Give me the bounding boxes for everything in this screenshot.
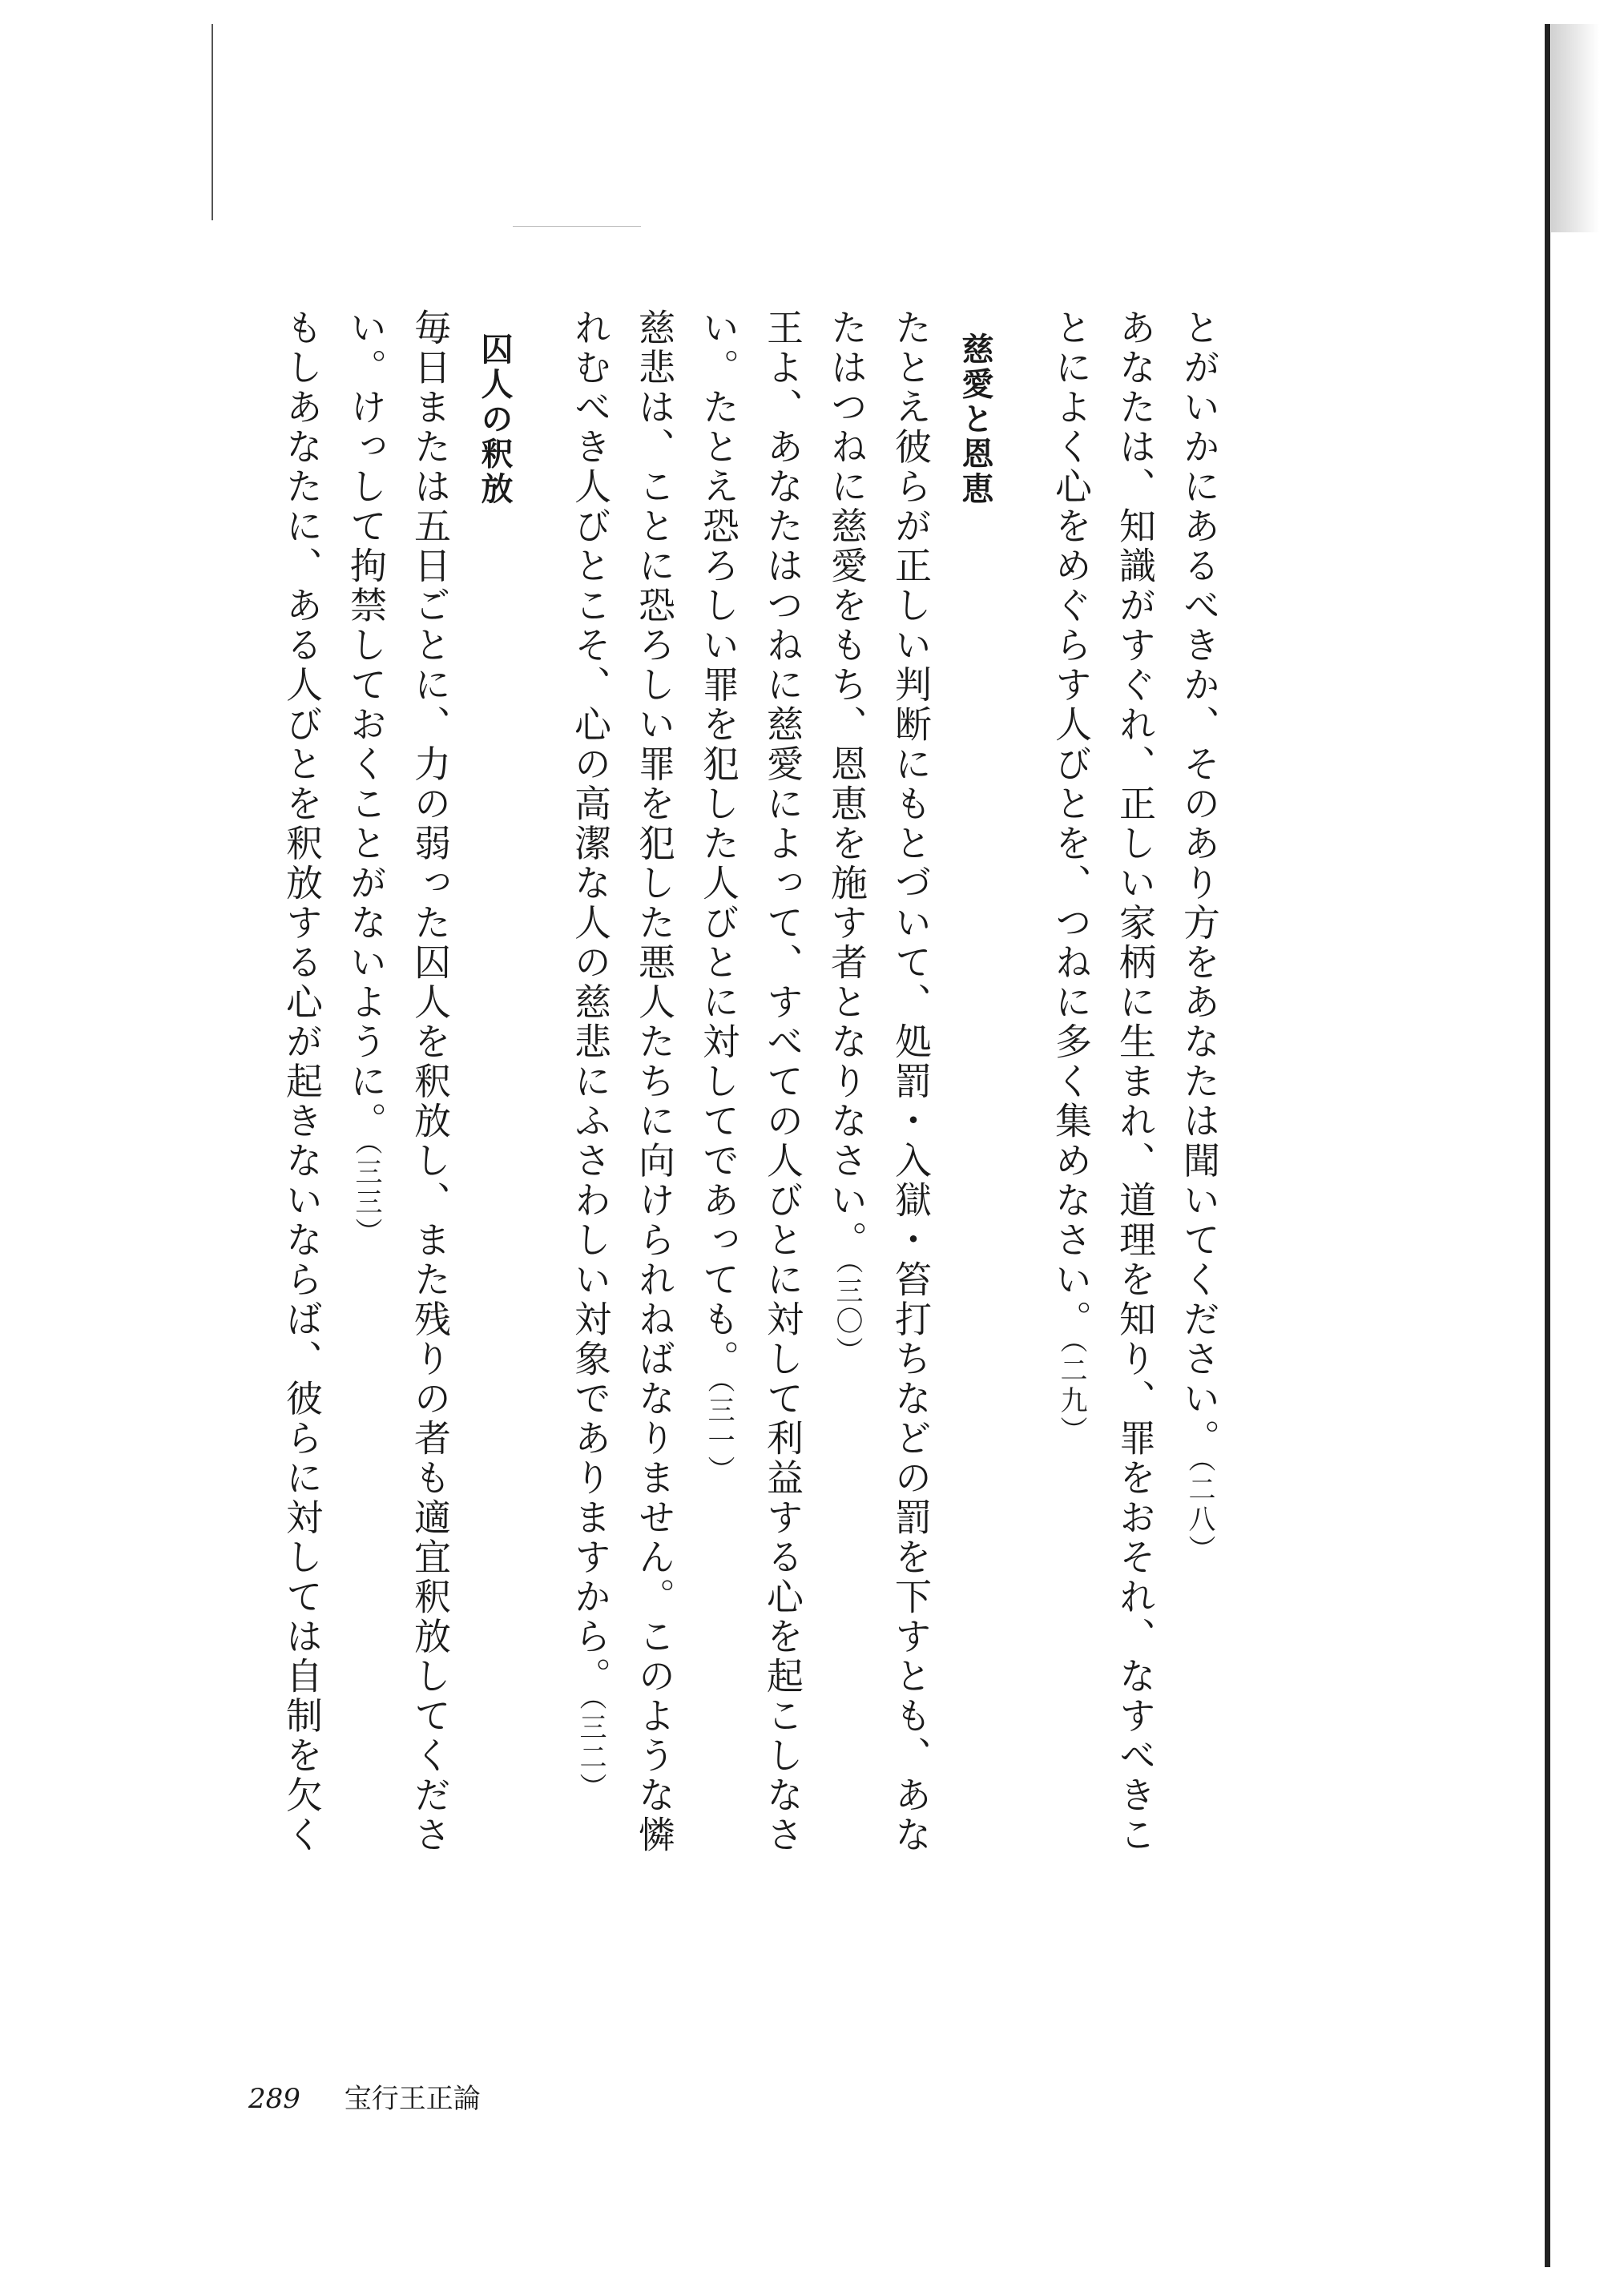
text-line: もしあなたに、ある人びとを釈放する心が起きないならば、彼らに対しては自制を欠く (280, 308, 324, 1855)
text-line: あなたは、知識がすぐれ、正しい家柄に生まれ、道理を知り、罪をおそれ、なすべきこ (1114, 308, 1157, 1855)
verse-number: （二九） (1055, 1339, 1087, 1446)
section-heading: 慈愛と恩恵 (957, 332, 993, 507)
text-line: 王よ、あなたはつねに慈愛によって、すべての人びとに対して利益する心を起こしなさ (761, 308, 804, 1855)
page-footer (248, 2076, 481, 2116)
text-line: 慈悲は、ことに恐ろしい罪を犯した悪人たちに向けられねばなりません。このような憐 (633, 308, 676, 1855)
book-spine-edge (1545, 24, 1550, 2267)
text-line: れむべき人びとこそ、心の高潔な人の慈悲にふさわしい対象でありますから。（三二） (569, 308, 612, 1803)
section-heading: 囚人の釈放 (476, 332, 513, 507)
text-line: い。けっして拘禁しておくことがないように。（三三） (345, 308, 388, 1248)
running-title: 宝行王正論 (344, 2083, 481, 2115)
text-line: たとえ彼らが正しい判断にもとづいて、処罰・入獄・笞打ちなどの罰を下すとも、あな (889, 308, 933, 1855)
verse-number: （三〇） (831, 1260, 863, 1367)
scan-artifact-line (513, 226, 641, 227)
vertical-text-block (270, 308, 1231, 1879)
verse-number: （三二） (574, 1696, 606, 1803)
section-gap (526, 308, 558, 1879)
verse-number: （三三） (350, 1141, 382, 1248)
verse-number: （三一） (703, 1379, 735, 1486)
spine-shadow (1551, 24, 1599, 232)
text-line: 毎日または五日ごとに、力の弱った囚人を釈放し、また残りの者も適宜釈放してくださ (409, 308, 452, 1855)
scan-artifact-line (212, 24, 213, 220)
text-line: たはつねに慈愛をもち、恩恵を施す者となりなさい。（三〇） (825, 308, 868, 1367)
verse-number: （二八） (1183, 1458, 1215, 1565)
page-number: 289 (248, 2083, 300, 2115)
text-line: とによく心をめぐらす人びとを、つねに多く集めなさい。（二九） (1050, 308, 1093, 1446)
text-line: い。たとえ恐ろしい罪を犯した人びとに対してであっても。（三一） (697, 308, 740, 1486)
section-gap (1007, 308, 1039, 1879)
text-line: とがいかにあるべきか、そのあり方をあなたは聞いてください。（二八） (1178, 308, 1221, 1565)
